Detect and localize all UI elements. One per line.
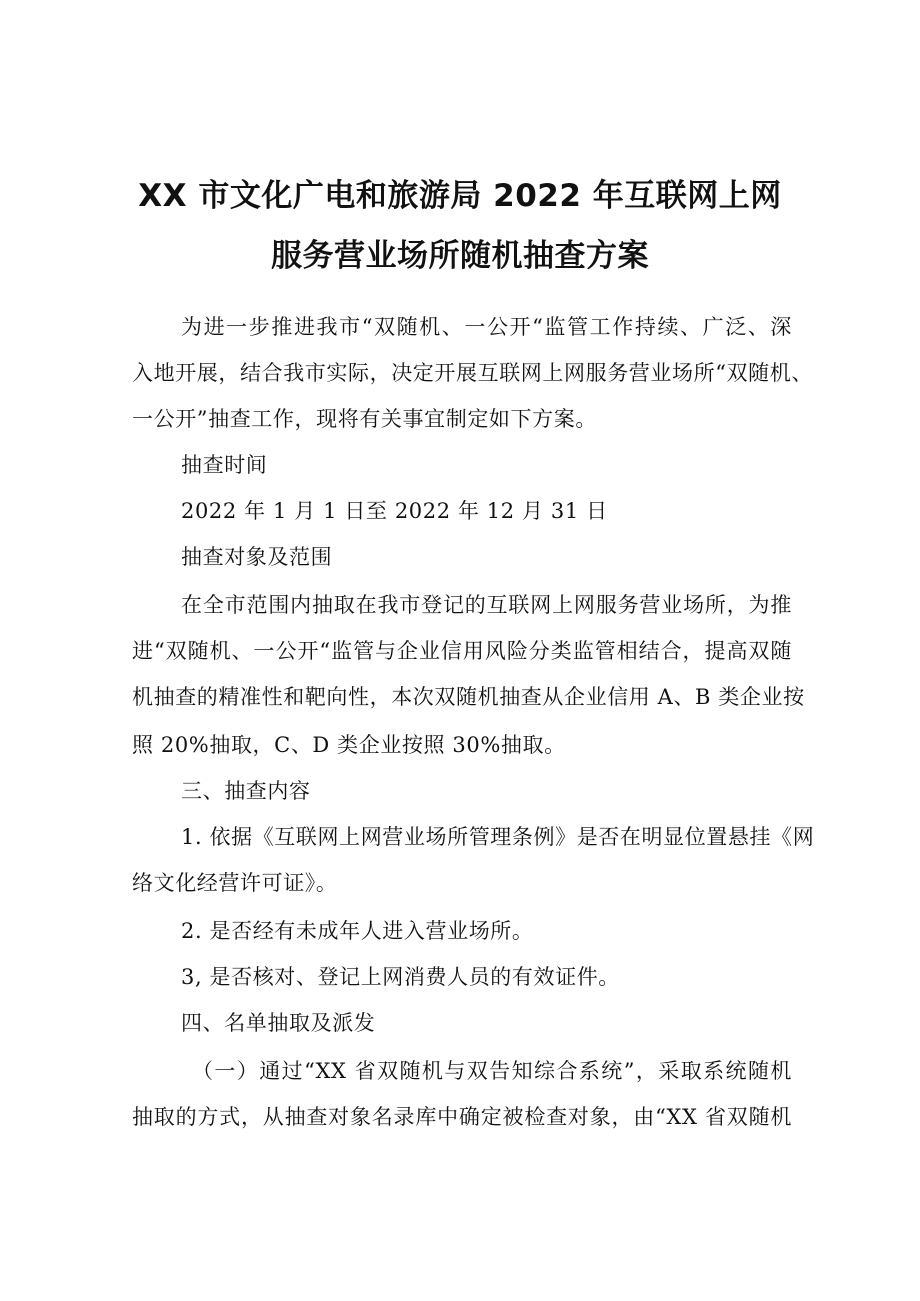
section-heading-list: 四、名单抽取及派发 (181, 1011, 376, 1035)
inspection-period: 2022 年 1 月 1 日至 2022 年 12 月 31 日 (181, 499, 608, 523)
section-heading-time: 抽查时间 (181, 453, 268, 477)
document-title-line-2: 服务营业场所随机抽查方案 (271, 238, 649, 274)
intro-paragraph-line-2: 入地开展，结合我市实际，决定开展互联网上网服务营业场所“双随机、 (132, 361, 813, 385)
scope-paragraph-line-1: 在全市范围内抽取在我市登记的互联网上网服务营业场所，为推 (181, 593, 792, 617)
scope-paragraph-line-3: 机抽查的精准性和靶向性，本次双随机抽查从企业信用 A、B 类企业按 (132, 685, 805, 709)
content-item-3: 3, 是否核对、登记上网消费人员的有效证件。 (181, 965, 620, 989)
scope-paragraph-line-2: 进“双随机、一公开“监管与企业信用风险分类监管相结合，提高双随 (132, 639, 792, 663)
content-item-2: 2. 是否经有未成年人进入营业场所。 (181, 919, 534, 943)
intro-paragraph-line-1: 为进一步推进我市“双随机、一公开“监管工作持续、广泛、深 (181, 315, 792, 339)
section-heading-content: 三、抽查内容 (181, 779, 311, 803)
scope-paragraph-line-4: 照 20%抽取，C、D 类企业按照 30%抽取。 (132, 733, 566, 757)
content-item-1-line-1: 1. 依据《互联网上网营业场所管理条例》是否在明显位置悬挂《网 (181, 825, 815, 849)
list-sub-1-line-2: 抽取的方式，从抽查对象名录库中确定被检查对象，由“XX 省双随机 (132, 1105, 792, 1129)
list-sub-1-line-1: （一）通过“XX 省双随机与双告知综合系统”，采取系统随机 (192, 1059, 792, 1083)
document-title-line-1: XX 市文化广电和旅游局 2022 年互联网上网 (138, 178, 782, 214)
intro-paragraph-line-3: 一公开”抽查工作，现将有关事宜制定如下方案。 (132, 407, 597, 431)
content-item-1-line-2: 络文化经营许可证》。 (132, 871, 338, 895)
section-heading-scope: 抽查对象及范围 (181, 545, 333, 569)
